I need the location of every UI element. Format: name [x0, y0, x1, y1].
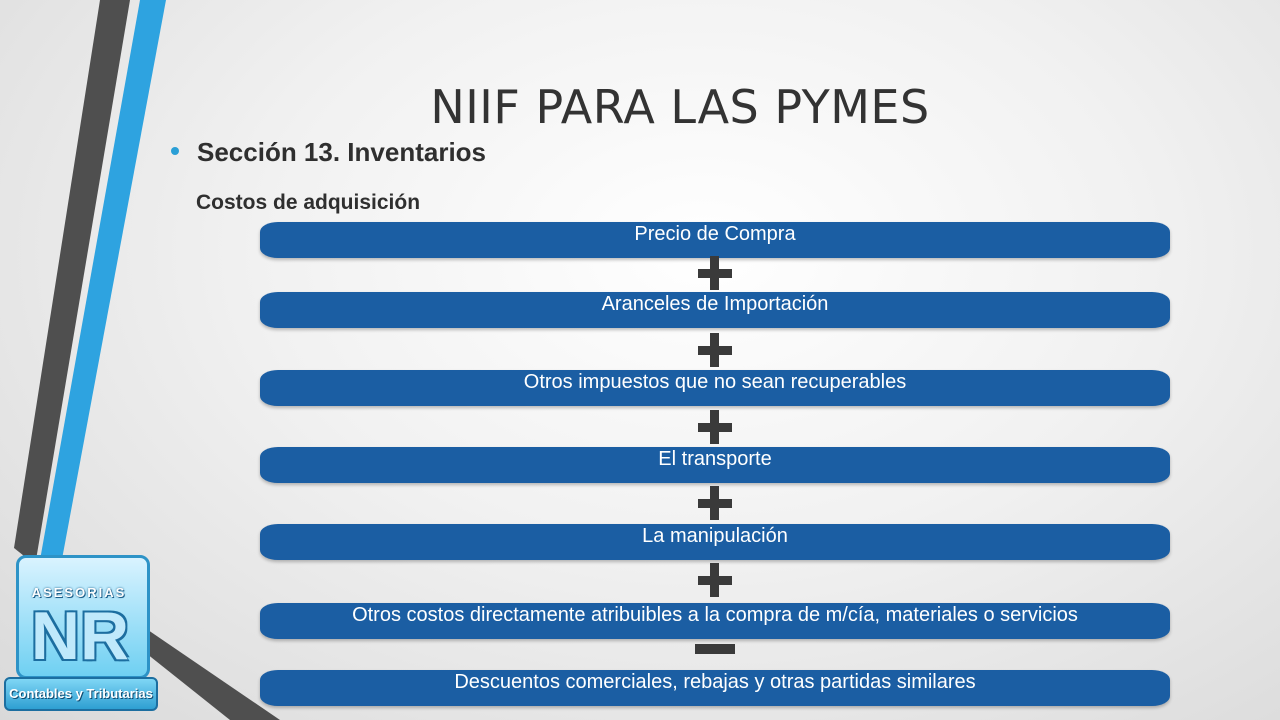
cost-bar-manipulacion: [260, 524, 1170, 560]
cost-bar-label: Aranceles de Importación: [601, 293, 829, 315]
cost-bar-label: La manipulación: [642, 525, 788, 547]
slide-title: NIIF PARA LAS PYMES: [430, 80, 930, 134]
cost-bar-label: El transporte: [658, 448, 772, 470]
plus-icon: [698, 410, 732, 444]
cost-bar-precio: [260, 222, 1170, 258]
minus-icon: [698, 632, 732, 666]
cost-bar-label: Precio de Compra: [634, 223, 796, 245]
company-logo: [4, 555, 154, 715]
bullet-icon: [171, 147, 179, 155]
plus-icon: [698, 256, 732, 290]
plus-icon: [698, 486, 732, 520]
cost-bar-transporte: [260, 447, 1170, 483]
plus-icon: [698, 333, 732, 367]
cost-bar-label: Otros costos directamente atribuibles a la compra de m/cía, materiales o servicios: [352, 604, 1078, 626]
logo-bottom-text: Contables y Tributarias: [4, 677, 158, 711]
plus-icon: [698, 563, 732, 597]
logo-main-text: NR: [30, 598, 130, 674]
cost-bar-aranceles: [260, 292, 1170, 328]
section-heading: Sección 13. Inventarios: [197, 137, 487, 167]
subtitle: Costos de adquisición: [196, 191, 421, 214]
cost-bar-descuentos: [260, 670, 1170, 706]
cost-bar-label: Otros impuestos que no sean recuperables: [523, 371, 907, 393]
cost-bar-impuestos: [260, 370, 1170, 406]
logo-top-text: ASESORIAS: [31, 585, 127, 600]
cost-bar-label: Descuentos comerciales, rebajas y otras partidas similares: [454, 671, 976, 693]
